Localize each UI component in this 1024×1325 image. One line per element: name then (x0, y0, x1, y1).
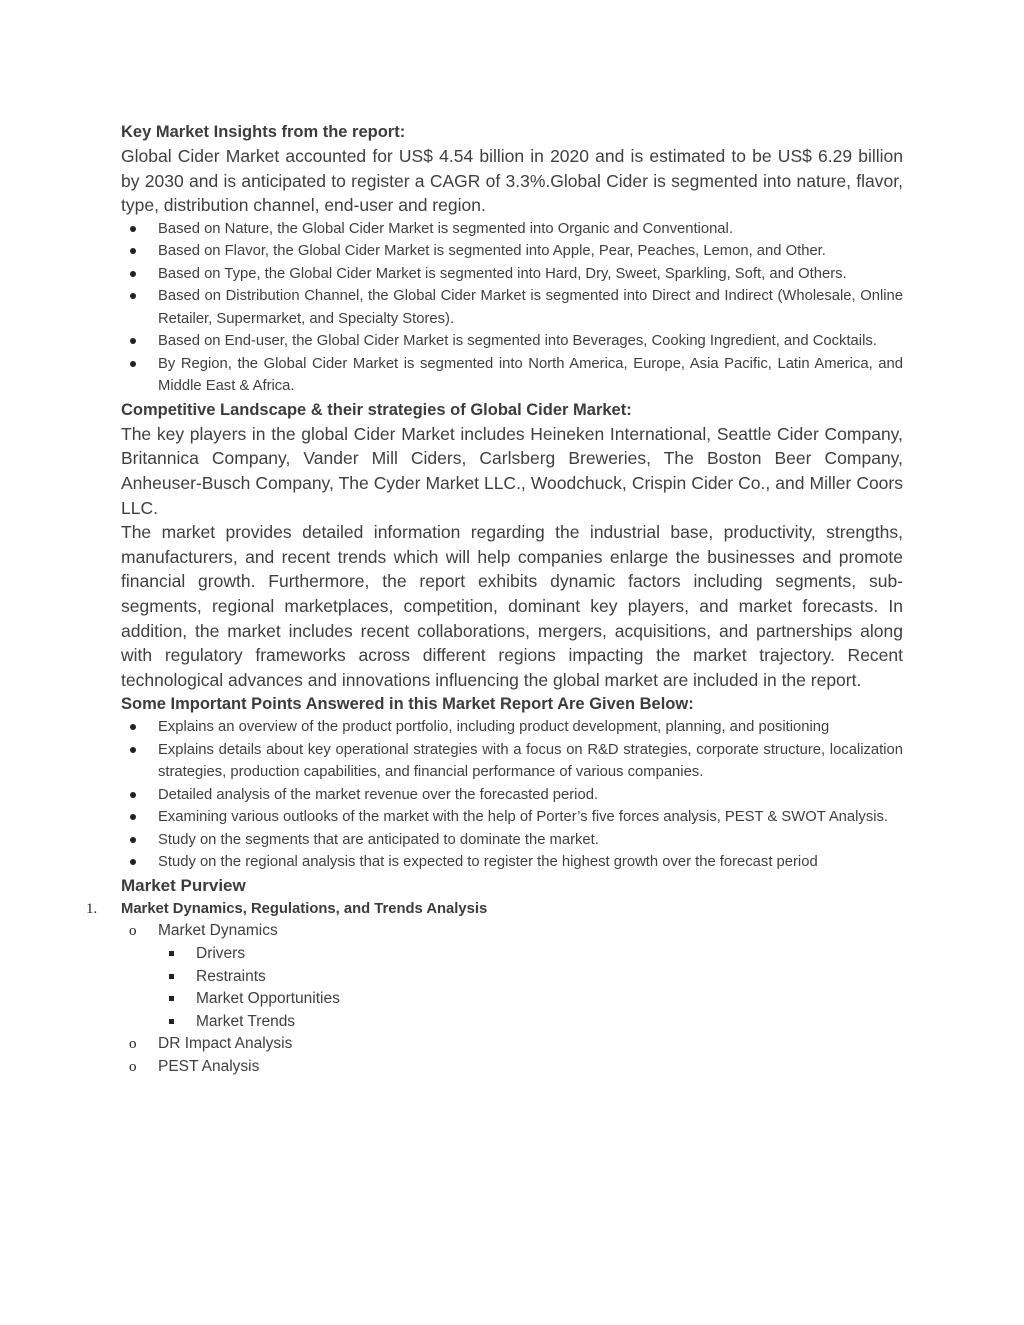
circle-marker-icon: o (129, 1058, 137, 1075)
important-points-list (121, 716, 903, 874)
toc-subsubitem: Market Trends (121, 1011, 903, 1034)
list-item: Based on End-user, the Global Cider Market is segmented into Beverages, Cooking Ingredient, and Cocktails. (121, 330, 903, 353)
bullet-icon (130, 724, 136, 730)
square-bullet-icon (169, 951, 174, 956)
market-overview-paragraph: The market provides detailed information regarding the industrial base, productivity, strengths, manufacturers, and recent trends which will help companies enlarge the businesses and promote financial growth. Furthermore, the report exhibits dynamic factors including segments, sub-segments, regional marketplaces, competition, dominant key players, and market forecasts. In addition, the market includes recent collaborations, mergers, acquisitions, and partnerships along with regulatory frameworks across different regions impacting the market trajectory. Recent technological advances and innovations influencing the global market are included in the report. (121, 522, 903, 690)
market-purview-heading: Market Purview (121, 875, 246, 895)
key-players-paragraph: The key players in the global Cider Market includes Heineken International, Seattle Cider Company, Britannica Company, Vander Mill Ciders, Carlsberg Breweries, The Boston Beer Company, Anheuser-Busch Company, The Cyder Market LLC., Woodchuck, Crispin Cider Co., and Miller Coors LLC. (121, 423, 903, 518)
competitive-landscape-heading: Competitive Landscape & their strategies of Global Cider Market: (121, 400, 632, 419)
toc-subsubitem: Restraints (121, 966, 903, 989)
square-bullet-icon (169, 974, 174, 979)
toc-item-1 (86, 898, 903, 921)
list-item: Examining various outlooks of the market with the help of Porter’s five forces analysis, PEST & SWOT Analysis. (121, 806, 903, 829)
list-item: Study on the segments that are anticipated to dominate the market. (121, 829, 903, 852)
bullet-icon (130, 226, 136, 232)
toc-item-title: Market Dynamics, Regulations, and Trends Analysis (121, 900, 488, 917)
list-item: Based on Flavor, the Global Cider Market is segmented into Apple, Pear, Peaches, Lemon, and Other. (121, 240, 903, 263)
bullet-icon (130, 361, 136, 367)
segmentation-list (121, 218, 903, 398)
market-size-paragraph: Global Cider Market accounted for US$ 4.54 billion in 2020 and is estimated to be US$ 6.29 billion by 2030 and is anticipated to register a CAGR of 3.3%.Global Cider is segmented into nature, flavor, type, distribution channel, end-user and region. (121, 146, 903, 216)
bullet-icon (130, 747, 136, 753)
list-item: Based on Distribution Channel, the Global Cider Market is segmented into Direct and Indirect (Wholesale, Online Retailer, Supermarket, and Specialty Stores). (121, 285, 903, 330)
document-page (86, 120, 903, 1078)
list-item: Based on Nature, the Global Cider Market is segmented into Organic and Conventional. (121, 218, 903, 241)
circle-marker-icon: o (129, 1036, 137, 1053)
list-item: Detailed analysis of the market revenue over the forecasted period. (121, 784, 903, 807)
list-item: Explains an overview of the product portfolio, including product development, planning, and positioning (121, 716, 903, 739)
square-bullet-icon (169, 996, 174, 1001)
list-item: Explains details about key operational strategies with a focus on R&D strategies, corporate structure, localization strategies, production capabilities, and financial performance of various companies. (121, 739, 903, 784)
toc-subitem: o DR Impact Analysis (121, 1033, 903, 1056)
bullet-icon (130, 338, 136, 344)
bullet-icon (130, 792, 136, 798)
toc-subitem: o Market Dynamics (121, 920, 903, 943)
bullet-icon (130, 814, 136, 820)
list-item: By Region, the Global Cider Market is segmented into North America, Europe, Asia Pacific, Latin America, and Middle East & Africa. (121, 353, 903, 398)
square-bullet-icon (169, 1019, 174, 1024)
bullet-icon (130, 271, 136, 277)
list-item: Based on Type, the Global Cider Market is segmented into Hard, Dry, Sweet, Sparkling, Soft, and Others. (121, 263, 903, 286)
circle-marker-icon: o (129, 923, 137, 940)
list-item: Study on the regional analysis that is expected to register the highest growth over the forecast period (121, 851, 903, 874)
toc-subsubitem: Market Opportunities (121, 988, 903, 1011)
toc-subitem: o PEST Analysis (121, 1056, 903, 1079)
key-insights-heading: Key Market Insights from the report: (121, 123, 406, 141)
bullet-icon (130, 248, 136, 254)
important-points-heading: Some Important Points Answered in this Market Report Are Given Below: (121, 695, 694, 714)
toc-number: 1. (86, 900, 98, 917)
toc-subsubitem: Drivers (121, 943, 903, 966)
bullet-icon (130, 293, 136, 299)
bullet-icon (130, 859, 136, 865)
bullet-icon (130, 837, 136, 843)
